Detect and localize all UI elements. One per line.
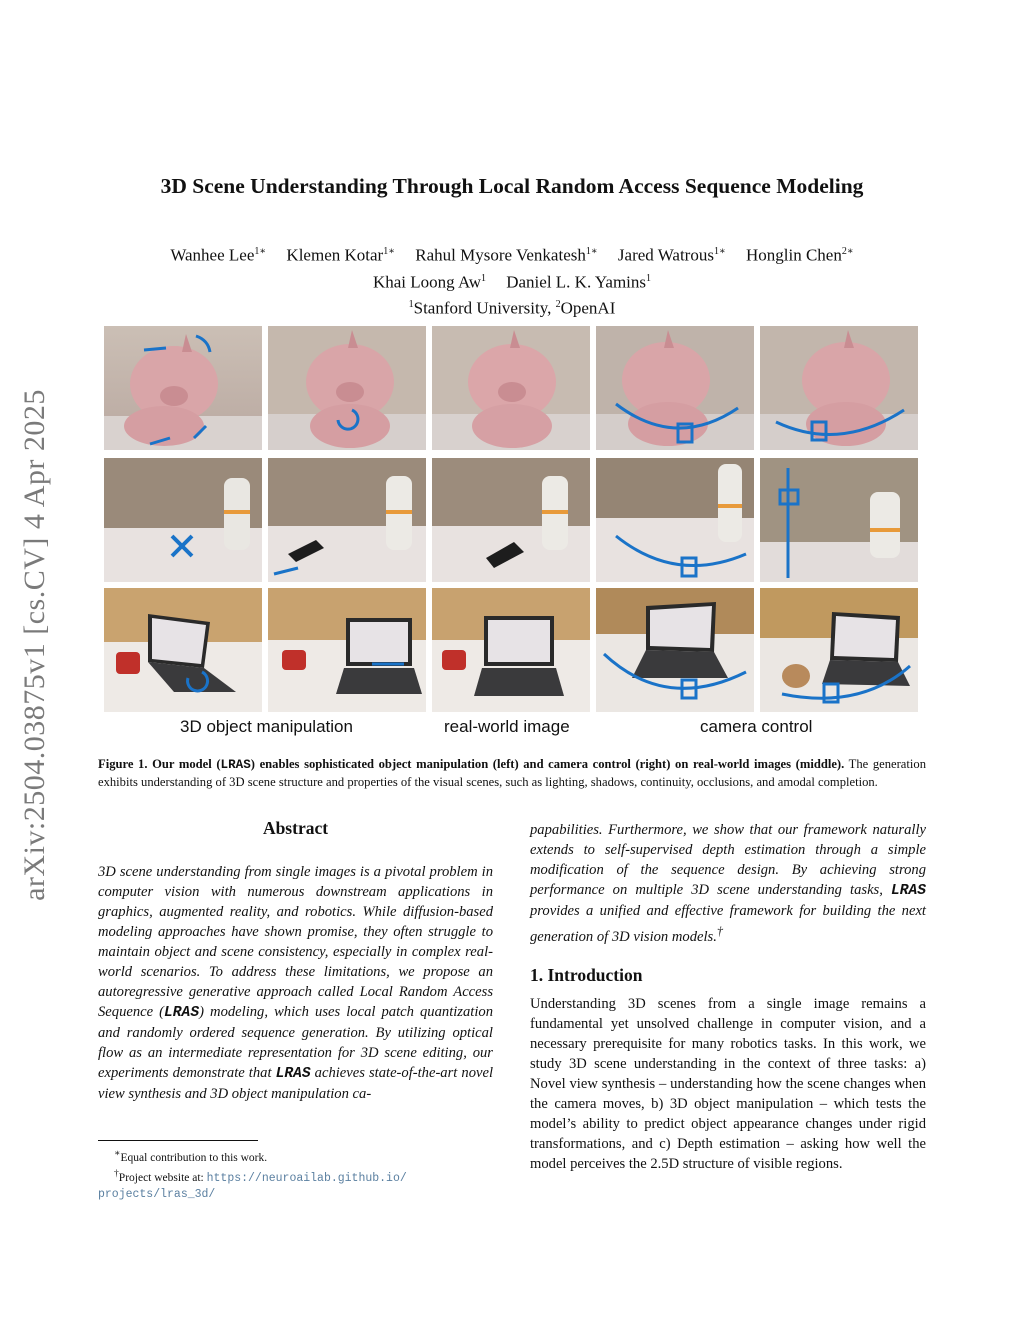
abstract-text: papabilities. Furthermore, we show that our framework naturally extends to self-supervised depth estimation through a simple modification of the sequence design. By achieving strong performance on multiple 3D scene understanding tasks, — [530, 822, 926, 898]
footnote-equal — [98, 1146, 493, 1166]
author-name: Klemen Kotar — [286, 245, 384, 265]
affiliations — [60, 293, 964, 320]
phone-move-tile — [268, 458, 426, 582]
plush-camera-right-tile — [760, 326, 918, 450]
model-name: LRAS — [275, 1066, 311, 1082]
project-link[interactable]: https://neuroailab.github.io/ — [206, 1172, 407, 1186]
caption-rest: The generation exhibits understanding of 3D scene structure and properties of the visual scenes, such as lighting, shadows, continuity, occlusions, and amodal completion. — [98, 757, 926, 789]
footnote-text: Equal contribution to this work. — [120, 1151, 268, 1164]
affil-sup: 1 — [408, 299, 414, 311]
author-name: Wanhee Lee — [170, 245, 255, 265]
footnote-website — [98, 1166, 493, 1186]
model-name: LRAS — [890, 883, 926, 899]
author-sup: 1∗ — [254, 246, 267, 257]
move-arrow-icon — [144, 348, 166, 350]
bottle-camera-up-tile — [760, 458, 918, 582]
bottle-remove-tile — [104, 458, 262, 582]
plush-camera-left-tile — [596, 326, 754, 450]
author-name: Honglin Chen — [746, 245, 842, 265]
affil-sup: 2 — [555, 299, 561, 311]
laptop-original-tile — [432, 588, 590, 712]
arxiv-stamp — [14, 360, 56, 930]
author-line-1 — [60, 240, 964, 267]
arxiv-stamp-text: arXiv:2504.03875v1 [cs.CV] 4 Apr 2025 — [18, 389, 51, 901]
laptop-camera-swing-tile — [760, 588, 918, 712]
bottle-original-tile — [432, 458, 590, 582]
author-sup: 1∗ — [713, 246, 726, 257]
author-name: Daniel L. K. Yamins — [506, 272, 647, 292]
plush-original-tile — [432, 326, 590, 450]
laptop-rotate-tile — [104, 588, 262, 712]
caption-lead2: ) enables sophisticated object manipulation (left) and camera control (right) on real-world images (middle). — [250, 757, 845, 771]
figure-label-left: 3D object manipulation — [180, 717, 353, 736]
author-name: Jared Watrous — [617, 245, 714, 265]
intro-body: Understanding 3D scenes from a single image remains a fundamental yet unsolved challenge in computer vision, and a necessary prerequisite for many robotics tasks. In this work, we study 3D scene understanding in the context of three tasks: a) Novel view synthesis – understanding how the scene changes when the camera moves, b) 3D object manipulation – which tests the model’s ability to predict object appearance changes under rigid transformations, and c) Depth estimation – asking how well the model perceives the 2.5D structure of visible regions. — [530, 996, 926, 1172]
laptop-move-tile — [268, 588, 426, 712]
caption-lead: Figure 1. Our model ( — [98, 757, 221, 771]
abstract-text: 3D scene understanding from single images is a pivotal problem in computer vision with numerous downstream applications in graphics, augmented reality, and robotics. While diffusion-based modeling approaches have shown promise, they often struggle to maintain object and scene consistency, especially in complex real-world scenarios. To address these limitations, we propose an autoregressive generative approach called Local Random Access Sequence ( — [98, 864, 493, 1020]
footnote-text: Project website at: — [118, 1172, 207, 1185]
bottle-camera-orbit-tile — [596, 458, 754, 582]
abstract-continued — [530, 820, 926, 947]
abstract-text: ) modeling, which uses local patch quantization and randomly ordered sequence generation. By utilizing optical flow as an intermediate representation for 3D scene editing, our experiments demonstrate that — [98, 1004, 493, 1081]
figure-label-middle: real-world image — [444, 717, 570, 736]
figure-label-right: camera control — [700, 717, 813, 736]
footnote-mark: † — [114, 1168, 119, 1180]
author-sup: 1∗ — [383, 246, 395, 257]
caption-model-name: LRAS — [220, 758, 251, 772]
author-sup: 1 — [646, 272, 652, 284]
author-sup: 1 — [480, 272, 486, 284]
paper-title: 3D Scene Understanding Through Local Random Access Sequence Modeling — [160, 174, 864, 198]
abstract-text: provides a unified and effective framework for building the next generation of 3D vision models. — [530, 903, 926, 945]
author-block — [60, 240, 964, 320]
model-name: LRAS — [164, 1005, 200, 1021]
intro-heading: 1. Introduction — [530, 965, 643, 985]
affil-openai: OpenAI — [560, 298, 616, 318]
abstract-body — [98, 862, 493, 1104]
author-line-2 — [60, 267, 964, 294]
figure-caption — [98, 756, 926, 791]
laptop-camera-orbit-tile — [596, 588, 754, 712]
author-sup: 1∗ — [585, 246, 598, 257]
footnote-rule — [98, 1140, 258, 1141]
dagger-mark: † — [716, 924, 723, 938]
plush-spin-tile — [268, 326, 426, 450]
footnote-website-cont — [98, 1187, 493, 1203]
author-name: Khai Loong Aw — [372, 272, 481, 292]
abstract-text: achieves state-of-the-art novel view synthesis and 3D object manipulation ca- — [98, 1065, 494, 1102]
affil-stanford: Stanford University, — [413, 298, 556, 318]
figure-1 — [104, 326, 920, 716]
footnote-mark: ∗ — [114, 1148, 121, 1159]
plush-rotate-tile — [104, 326, 262, 450]
author-sup: 2∗ — [841, 246, 854, 257]
project-link-cont[interactable]: projects/lras_3d/ — [98, 1187, 216, 1201]
abstract-heading: Abstract — [262, 818, 329, 838]
author-name: Rahul Mysore Venkatesh — [415, 245, 586, 265]
footnotes — [98, 1146, 493, 1202]
